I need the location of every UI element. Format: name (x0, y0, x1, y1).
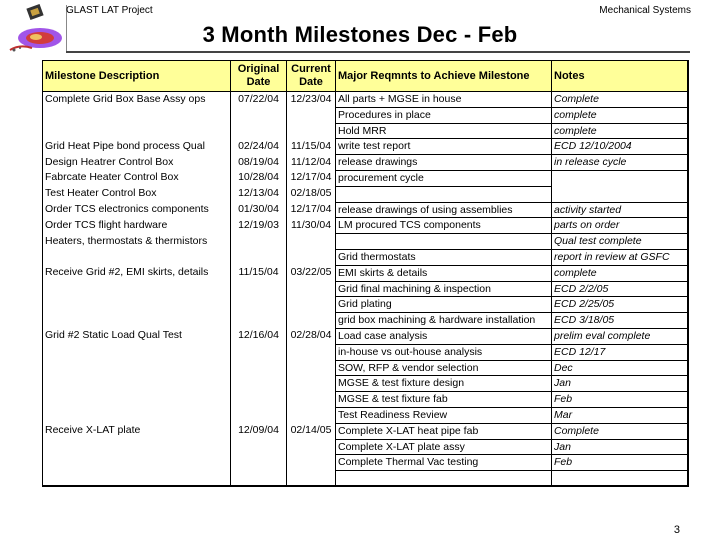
current-date (287, 407, 336, 423)
current-date: 02/14/05 (287, 423, 336, 439)
current-date (287, 392, 336, 408)
table-row (43, 328, 689, 344)
requirement: grid box machining & hardware installation (336, 313, 552, 329)
milestone-description (43, 297, 231, 313)
milestone-description: Test Heater Control Box (43, 186, 231, 202)
page-title: 3 Month Milestones Dec - Feb (202, 22, 518, 47)
current-date (287, 376, 336, 392)
original-date: 02/24/04 (231, 139, 287, 155)
requirement: MGSE & test fixture fab (336, 392, 552, 408)
note: complete (552, 265, 689, 281)
table-row (43, 407, 689, 423)
milestone-description (43, 360, 231, 376)
table-row (43, 455, 689, 471)
current-date (287, 107, 336, 123)
current-date: 12/23/04 (287, 92, 336, 108)
note: parts on order (552, 218, 689, 234)
table-row (43, 234, 689, 250)
requirement: LM procured TCS components (336, 218, 552, 234)
original-date (231, 376, 287, 392)
table-row (43, 92, 689, 108)
table-row (43, 344, 689, 360)
milestone-description (43, 107, 231, 123)
note: ECD 2/2/05 (552, 281, 689, 297)
page-number: 3 (673, 524, 680, 536)
table-row (43, 265, 689, 281)
original-date: 12/19/03 (231, 218, 287, 234)
milestone-description (43, 123, 231, 139)
table-header-row (43, 61, 689, 92)
original-date (231, 407, 287, 423)
table-row (43, 170, 689, 186)
current-date (287, 471, 336, 487)
group-name: Mechanical Systems (599, 5, 691, 16)
current-date (287, 344, 336, 360)
current-date (287, 234, 336, 250)
milestone-description: Receive X-LAT plate (43, 423, 231, 439)
original-date: 10/28/04 (231, 170, 287, 186)
current-date (287, 439, 336, 455)
milestone-description (43, 376, 231, 392)
table-row (43, 218, 689, 234)
requirement: Test Readiness Review (336, 407, 552, 423)
col-header-description: Milestone Description (43, 61, 231, 92)
note: Complete (552, 92, 689, 108)
requirement: Complete X-LAT plate assy (336, 439, 552, 455)
current-date: 12/17/04 (287, 202, 336, 218)
original-date (231, 297, 287, 313)
project-name: GLAST LAT Project (66, 5, 153, 16)
note: complete (552, 123, 689, 139)
note: ECD 2/25/05 (552, 297, 689, 313)
milestone-description: Complete Grid Box Base Assy ops (43, 92, 231, 108)
original-date (231, 107, 287, 123)
requirement: Grid plating (336, 297, 552, 313)
milestone-description: Order TCS flight hardware (43, 218, 231, 234)
table-row (43, 186, 689, 202)
current-date: 03/22/05 (287, 265, 336, 281)
current-date: 02/28/04 (287, 328, 336, 344)
current-date (287, 455, 336, 471)
requirement: Load case analysis (336, 328, 552, 344)
requirement: Complete Thermal Vac testing (336, 455, 552, 471)
table-row (43, 123, 689, 139)
milestone-description: Heaters, thermostats & thermistors (43, 234, 231, 250)
requirement: write test report (336, 139, 552, 155)
requirement: MGSE & test fixture design (336, 376, 552, 392)
requirement: EMI skirts & details (336, 265, 552, 281)
requirement: Grid thermostats (336, 249, 552, 265)
requirement: All parts + MGSE in house (336, 92, 552, 108)
milestone-description (43, 344, 231, 360)
original-date (231, 249, 287, 265)
note: in release cycle (552, 155, 689, 171)
col-header-current-date: Current Date (287, 61, 336, 92)
table-row (43, 107, 689, 123)
milestone-description: Fabrcate Heater Control Box (43, 170, 231, 186)
note: complete (552, 107, 689, 123)
current-date: 11/30/04 (287, 218, 336, 234)
original-date: 12/16/04 (231, 328, 287, 344)
note (552, 186, 689, 202)
col-header-requirements: Major Reqmnts to Achieve Milestone (336, 61, 552, 92)
milestones-table (42, 60, 689, 487)
col-header-original-date: Original Date (231, 61, 287, 92)
original-date (231, 455, 287, 471)
note: Jan (552, 376, 689, 392)
current-date: 12/17/04 (287, 170, 336, 186)
note: ECD 12/10/2004 (552, 139, 689, 155)
note (552, 170, 689, 186)
table-row (43, 439, 689, 455)
requirement (336, 234, 552, 250)
table-row (43, 471, 689, 487)
current-date: 02/18/05 (287, 186, 336, 202)
table-row (43, 313, 689, 329)
note: Complete (552, 423, 689, 439)
current-date (287, 123, 336, 139)
note: ECD 12/17 (552, 344, 689, 360)
original-date (231, 439, 287, 455)
table-row (43, 139, 689, 155)
milestone-description (43, 249, 231, 265)
milestone-description (43, 439, 231, 455)
note: Jan (552, 439, 689, 455)
milestone-description (43, 455, 231, 471)
milestone-description: Order TCS electronics components (43, 202, 231, 218)
current-date (287, 360, 336, 376)
current-date (287, 249, 336, 265)
note: Dec (552, 360, 689, 376)
table-row (43, 155, 689, 171)
requirement (336, 186, 552, 202)
table-row (43, 249, 689, 265)
original-date (231, 360, 287, 376)
table-row (43, 423, 689, 439)
original-date: 12/13/04 (231, 186, 287, 202)
requirement: release drawings (336, 155, 552, 171)
milestone-description: Receive Grid #2, EMI skirts, details (43, 265, 231, 281)
original-date: 08/19/04 (231, 155, 287, 171)
requirement: Procedures in place (336, 107, 552, 123)
requirement: in-house vs out-house analysis (336, 344, 552, 360)
original-date (231, 392, 287, 408)
current-date: 11/15/04 (287, 139, 336, 155)
requirement: Grid final machining & inspection (336, 281, 552, 297)
table-row (43, 281, 689, 297)
table-row (43, 392, 689, 408)
milestone-description: Design Heatrer Control Box (43, 155, 231, 171)
note (552, 471, 689, 487)
header-rule (66, 51, 690, 53)
requirement: release drawings of using assemblies (336, 202, 552, 218)
milestone-description (43, 392, 231, 408)
original-date (231, 471, 287, 487)
note: Feb (552, 392, 689, 408)
requirement: Complete X-LAT heat pipe fab (336, 423, 552, 439)
milestone-description: Grid Heat Pipe bond process Qual (43, 139, 231, 155)
note: prelim eval complete (552, 328, 689, 344)
milestone-description (43, 471, 231, 487)
original-date (231, 123, 287, 139)
note: ECD 3/18/05 (552, 313, 689, 329)
original-date: 12/09/04 (231, 423, 287, 439)
milestone-description: Grid #2 Static Load Qual Test (43, 328, 231, 344)
milestone-description (43, 407, 231, 423)
current-date (287, 297, 336, 313)
original-date (231, 281, 287, 297)
note: Qual test complete (552, 234, 689, 250)
current-date (287, 313, 336, 329)
original-date (231, 313, 287, 329)
original-date (231, 234, 287, 250)
table-row (43, 202, 689, 218)
original-date: 01/30/04 (231, 202, 287, 218)
milestone-description (43, 281, 231, 297)
original-date: 11/15/04 (231, 265, 287, 281)
requirement: procurement cycle (336, 170, 552, 186)
note: Feb (552, 455, 689, 471)
requirement: Hold MRR (336, 123, 552, 139)
requirement (336, 471, 552, 487)
original-date (231, 344, 287, 360)
current-date: 11/12/04 (287, 155, 336, 171)
table-row (43, 376, 689, 392)
note: activity started (552, 202, 689, 218)
table-row (43, 297, 689, 313)
note: report in review at GSFC (552, 249, 689, 265)
current-date (287, 281, 336, 297)
milestone-description (43, 313, 231, 329)
col-header-notes: Notes (552, 61, 689, 92)
table-row (43, 360, 689, 376)
original-date: 07/22/04 (231, 92, 287, 108)
requirement: SOW, RFP & vendor selection (336, 360, 552, 376)
note: Mar (552, 407, 689, 423)
